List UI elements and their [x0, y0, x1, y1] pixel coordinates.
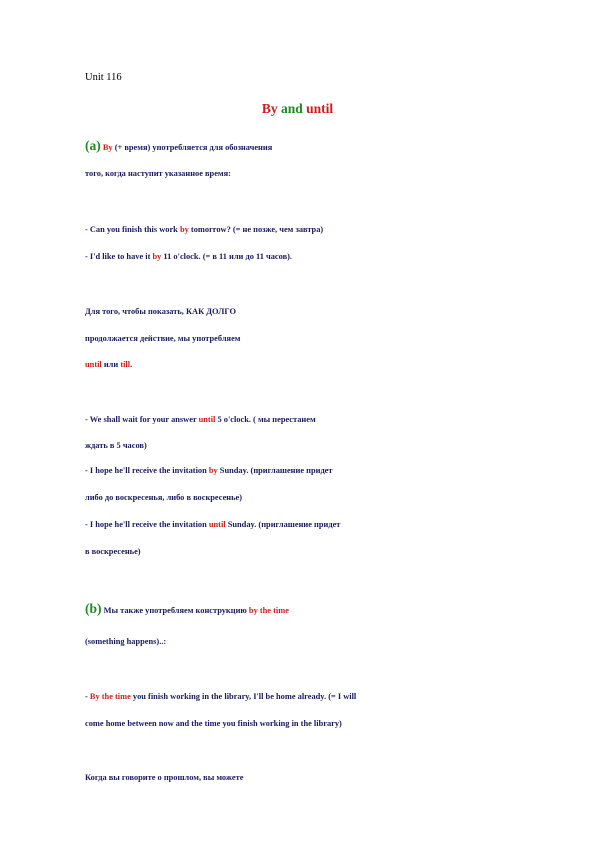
example-2	[85, 253, 292, 261]
section-b-intro: Мы также употребляем конструкцию	[101, 606, 249, 615]
keyword-by: by	[179, 225, 189, 234]
conjunction-or: или	[101, 360, 121, 369]
example-5-text-b: Sunday. (приглашение придет	[225, 520, 341, 529]
paragraph-2-line-2: продолжается действие, мы употребляем	[85, 334, 241, 343]
paragraph-2-line-1: Для того, чтобы показать, КАК ДОЛГО	[85, 307, 236, 316]
example-4-continued: либо до воскресенья, либо в воскресенье)	[85, 493, 243, 502]
page-title	[0, 101, 595, 117]
section-a-intro: (+ время) употребляется для обозначения	[112, 143, 273, 152]
keyword-until: until	[198, 415, 216, 424]
section-a-marker: (a)	[85, 138, 101, 153]
example-3-continued: ждать в 5 часов)	[85, 441, 147, 450]
section-b-heading	[85, 602, 289, 616]
example-4	[85, 467, 333, 475]
section-b-line-2: (something happens)..:	[85, 637, 167, 646]
paragraph-2-line-3	[85, 361, 132, 369]
example-1	[85, 226, 323, 234]
example-6-continued: come home between now and the time you finish working in the library)	[85, 719, 342, 728]
example-1-text-a: - Can you finish this work	[85, 225, 180, 234]
section-a-heading	[85, 139, 272, 153]
keyword-until: until	[208, 520, 226, 529]
example-6	[85, 693, 356, 701]
keyword-by: By	[102, 143, 113, 152]
section-a-line-2: того, когда наступит указанное время:	[85, 169, 231, 178]
example-6-text-a: you finish working in the library, I'll be home already. (= I will	[130, 692, 357, 701]
title-until: until	[306, 101, 334, 116]
keyword-by: by	[208, 466, 218, 475]
title-by: By	[261, 101, 278, 116]
period: .	[130, 360, 133, 369]
example-4-text-a: - I hope he'll receive the invitation	[85, 466, 209, 475]
example-5-text-a: - I hope he'll receive the invitation	[85, 520, 209, 529]
example-5-continued: в воскресенье)	[85, 547, 141, 556]
example-4-text-b: Sunday. (приглашение придет	[217, 466, 333, 475]
keyword-by-the-time: By the time	[89, 692, 131, 701]
keyword-by-the-time: by the time	[248, 606, 289, 615]
keyword-by: by	[152, 252, 162, 261]
section-b-marker: (b)	[85, 601, 102, 616]
example-3	[85, 416, 316, 424]
example-3-text-b: 5 o'clock. ( мы перестанем	[215, 415, 316, 424]
title-and: and	[277, 101, 307, 116]
example-3-text-a: - We shall wait for your answer	[85, 415, 199, 424]
section-b-last-line: Когда вы говорите о прошлом, вы можете	[85, 773, 244, 782]
example-2-text-b: 11 o'clock. (= в 11 или до 11 часов).	[161, 252, 292, 261]
example-1-text-b: tomorrow? (= не позже, чем завтра)	[188, 225, 324, 234]
keyword-until: until	[85, 360, 102, 369]
unit-number: Unit 116	[85, 72, 122, 83]
example-2-text-a: - I'd like to have it	[85, 252, 153, 261]
example-5	[85, 521, 340, 529]
example-6-dash: -	[85, 692, 90, 701]
keyword-till: till	[120, 360, 131, 369]
